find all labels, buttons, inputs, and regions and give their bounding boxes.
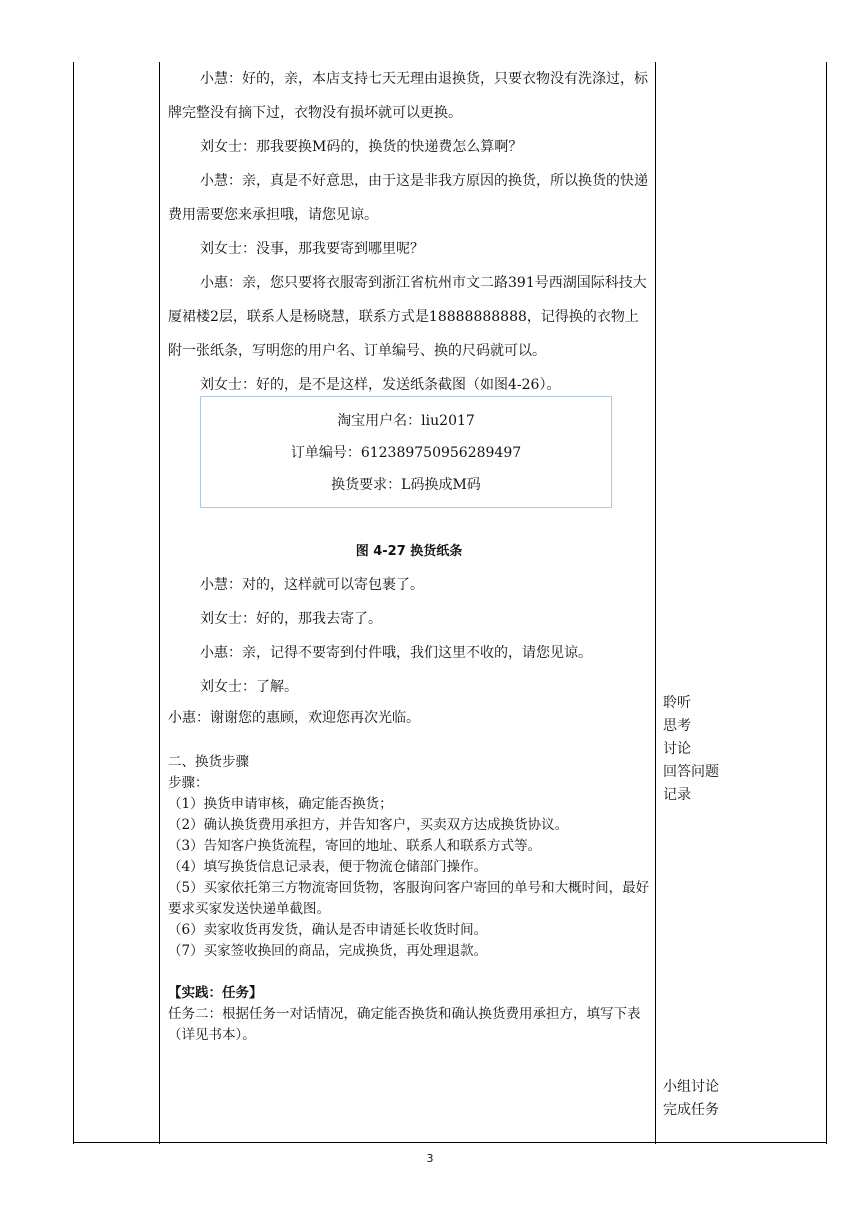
step-item: （2）确认换货费用承担方，并告知客户，买卖双方达成换货协议。 xyxy=(168,817,569,833)
activity-item: 思考 xyxy=(663,718,691,734)
dialogue-section-top xyxy=(168,62,650,402)
activity-item: 小组讨论 xyxy=(663,1079,719,1095)
step-item: （6）卖家收货再发货，确认是否申请延长收货时间。 xyxy=(168,922,488,938)
step-item: （7）买家签收换回的商品，完成换货，再处理退款。 xyxy=(168,943,488,959)
note-username: 淘宝用户名：liu2017 xyxy=(337,413,475,429)
page-number: 3 xyxy=(426,1152,434,1165)
dialogue-section-bottom xyxy=(168,568,650,732)
table-column-divider-2 xyxy=(655,62,656,1144)
activity-item: 讨论 xyxy=(663,741,691,757)
table-right-border xyxy=(826,62,827,1144)
step-item: （3）告知客户换货流程，寄回的地址、联系人和联系方式等。 xyxy=(168,838,542,854)
exchange-steps-section xyxy=(168,752,650,1046)
student-activities-2 xyxy=(663,1076,719,1122)
step-item: （1）换货申请审核，确定能否换货； xyxy=(168,796,393,812)
dialogue-line: 小惠：亲，记得不要寄到付件哦，我们这里不收的，请您见谅。 xyxy=(200,645,592,661)
dialogue-line: 刘女士：没事，那我要寄到哪里呢？ xyxy=(200,241,424,257)
practice-text: 任务二：根据任务一对话情况，确定能否换货和确认换货费用承担方，填写下表（详见书本）。 xyxy=(168,1006,641,1043)
dialogue-line: 刘女士：那我要换M码的，换货的快递费怎么算啊？ xyxy=(200,139,523,155)
dialogue-line: 刘女士：了解。 xyxy=(200,679,298,695)
dialogue-line: 小惠：亲，您只要将衣服寄到浙江省杭州市文二路391号西湖国际科技大厦裙楼2层，联系人是杨晓慧，联系方式是18888888888，记得换的衣物上附一张纸条，写明您的用户名、订单编号、换的尺码就可以。 xyxy=(168,275,647,359)
step-item: （4）填写换货信息记录表，便于物流仓储部门操作。 xyxy=(168,859,488,875)
exchange-note-box xyxy=(200,396,612,508)
step-item: （5）买家依托第三方物流寄回货物，客服询问客户寄回的单号和大概时间，最好要求买家发送快递单截图。 xyxy=(168,880,650,917)
dialogue-line: 刘女士：好的，是不是这样，发送纸条截图（如图4-26）。 xyxy=(200,377,561,393)
closing-line: 小惠：谢谢您的惠顾，欢迎您再次光临。 xyxy=(168,710,420,726)
dialogue-line: 小慧：对的，这样就可以寄包裹了。 xyxy=(200,577,424,593)
figure-caption: 图 4-27 换货纸条 xyxy=(355,544,463,559)
activity-item: 聆听 xyxy=(663,695,691,711)
table-left-border xyxy=(73,62,74,1144)
student-activities-1 xyxy=(663,692,719,807)
note-order-number: 订单编号：612389750956289497 xyxy=(290,445,522,461)
table-column-divider-1 xyxy=(159,62,160,1144)
section-title: 二、换货步骤 xyxy=(168,754,249,770)
dialogue-line: 小慧：好的，亲，本店支持七天无理由退换货，只要衣物没有洗涤过，标牌完整没有摘下过，衣物没有损坏就可以更换。 xyxy=(168,71,648,121)
dialogue-line: 小慧：亲，真是不好意思，由于这是非我方原因的换货，所以换货的快递费用需要您来承担哦，请您见谅。 xyxy=(168,173,648,223)
note-exchange-request: 换货要求：L码换成M码 xyxy=(331,477,481,493)
activity-item: 回答问题 xyxy=(663,764,719,780)
activity-item: 完成任务 xyxy=(663,1102,719,1118)
dialogue-line: 刘女士：好的，那我去寄了。 xyxy=(200,611,382,627)
table-bottom-border xyxy=(73,1142,827,1143)
steps-label: 步骤： xyxy=(168,775,209,791)
practice-title: 【实践：任务】 xyxy=(168,985,263,1001)
activity-item: 记录 xyxy=(663,787,691,803)
